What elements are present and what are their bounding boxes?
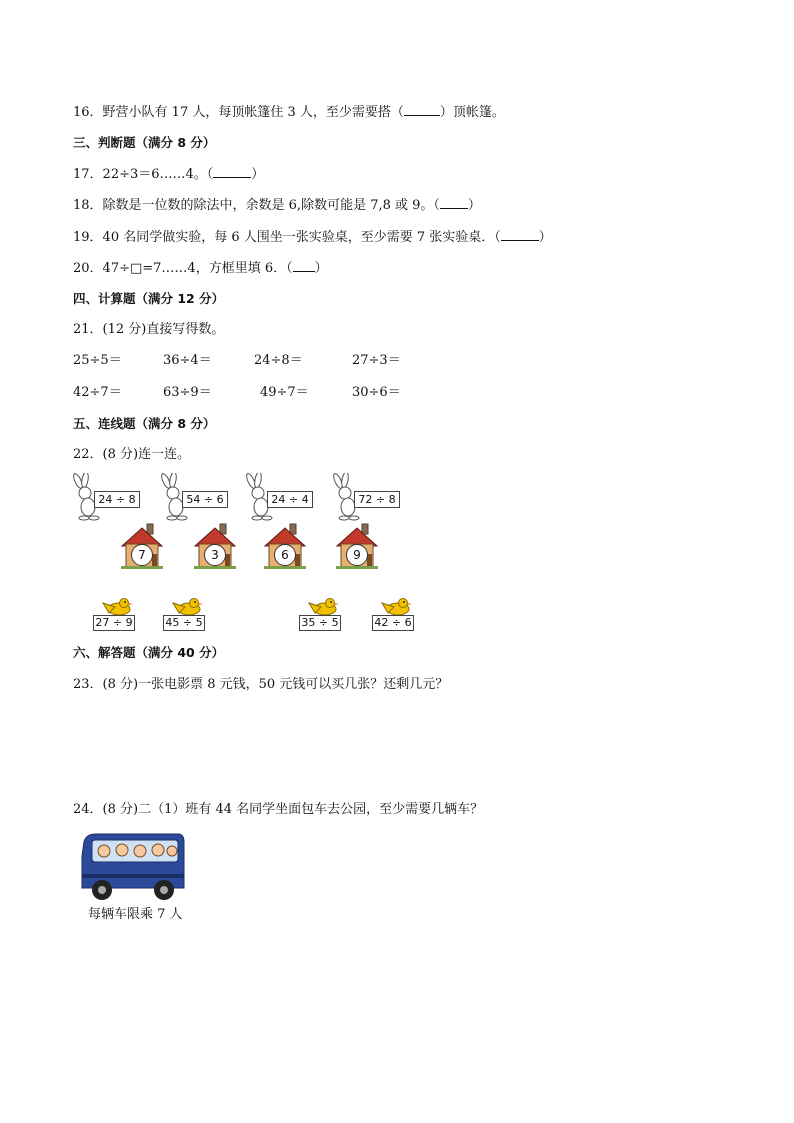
section-5-heading: 五、连线题（满分 8 分） [73, 416, 216, 431]
bird-expression: 42 ÷ 6 [372, 615, 414, 631]
house-number: 6 [274, 544, 296, 566]
bird-expression: 27 ÷ 9 [93, 615, 135, 631]
van-icon [78, 830, 188, 902]
question-16-end: ）顶帐篷。 [439, 105, 505, 120]
answer-blank[interactable] [404, 103, 440, 116]
calc-item: 42÷7＝ [73, 385, 122, 400]
bird-expression: 35 ÷ 5 [299, 615, 341, 631]
question-20-text: 20．47÷□=7……4，方框里填 6．（ [73, 261, 293, 276]
section-4-heading: 四、计算题（满分 12 分） [73, 291, 225, 306]
question-21: 21．(12 分)直接写得数。 [73, 322, 225, 337]
question-18-text: 18．除数是一位数的除法中，余数是 6,除数可能是 7,8 或 9。（ [73, 198, 440, 213]
van-caption: 每辆车限乘 7 人 [88, 907, 183, 922]
calc-item: 49÷7＝ [260, 385, 309, 400]
answer-blank[interactable] [501, 228, 539, 241]
house-card[interactable] [262, 522, 308, 570]
question-17 [73, 165, 264, 184]
close-paren: ） [251, 167, 265, 182]
question-19-text: 19．40 名同学做实验，每 6 人围坐一张实验桌，至少需要 7 张实验桌．（ [73, 230, 501, 245]
answer-blank[interactable] [440, 196, 468, 209]
calc-item: 36÷4＝ [163, 353, 212, 368]
question-18 [73, 196, 481, 215]
rabbit-card[interactable] [72, 473, 142, 521]
question-24: 24．(8 分)二（1）班有 44 名同学坐面包车去公园，至少需要几辆车？ [73, 802, 484, 817]
close-paren: ） [467, 198, 481, 213]
house-number: 3 [204, 544, 226, 566]
question-20 [73, 259, 328, 278]
rabbit-card[interactable] [245, 473, 315, 521]
bird-expression: 45 ÷ 5 [163, 615, 205, 631]
rabbit-card[interactable] [160, 473, 230, 521]
bird-card[interactable] [159, 595, 211, 633]
close-paren: ） [538, 230, 552, 245]
house-number: 9 [346, 544, 368, 566]
house-card[interactable] [119, 522, 165, 570]
house-card[interactable] [192, 522, 238, 570]
rabbit-card[interactable] [332, 473, 402, 521]
bird-card[interactable] [89, 595, 141, 633]
rabbit-expression: 24 ÷ 8 [94, 491, 140, 508]
question-16-text: 16．野营小队有 17 人，每顶帐篷住 3 人，至少需要搭（ [73, 105, 404, 120]
question-16 [73, 103, 505, 122]
close-paren: ） [314, 261, 328, 276]
house-card[interactable] [334, 522, 380, 570]
answer-blank[interactable] [293, 259, 315, 272]
section-6-heading: 六、解答题（满分 40 分） [73, 645, 225, 660]
question-17-text: 17．22÷3＝6……4。（ [73, 167, 214, 182]
bird-card[interactable] [295, 595, 347, 633]
section-3-heading: 三、判断题（满分 8 分） [73, 135, 216, 150]
rabbit-expression: 54 ÷ 6 [182, 491, 228, 508]
rabbit-expression: 72 ÷ 8 [354, 491, 400, 508]
question-23: 23．(8 分)一张电影票 8 元钱，50 元钱可以买几张？还剩几元？ [73, 677, 449, 692]
calc-item: 25÷5＝ [73, 353, 122, 368]
bird-card[interactable] [368, 595, 420, 633]
answer-blank[interactable] [213, 165, 251, 178]
question-19 [73, 228, 552, 247]
calc-item: 27÷3＝ [352, 353, 401, 368]
calc-item: 24÷8＝ [254, 353, 303, 368]
calc-item: 63÷9＝ [163, 385, 212, 400]
calc-item: 30÷6＝ [352, 385, 401, 400]
question-22: 22．(8 分)连一连。 [73, 447, 191, 462]
rabbit-expression: 24 ÷ 4 [267, 491, 313, 508]
house-number: 7 [131, 544, 153, 566]
